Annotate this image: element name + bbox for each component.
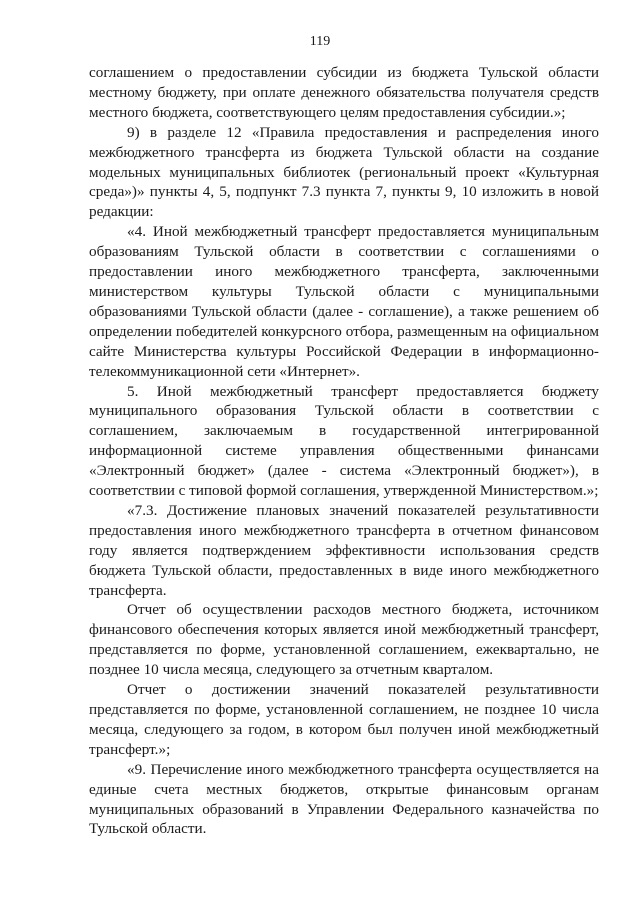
paragraph: Отчет о достижении значений показателей результативности представляется по форме, установленной соглашением, не позднее 10 числа месяца, следующего за годом, в котором был получен иной межбюджетный трансферт.»; — [89, 681, 599, 758]
paragraph: 9) в разделе 12 «Правила предоставления и распределения иного межбюджетного трансферта из бюджета Тульской области на создание модельных муниципальных библиотек (региональный проект «Культурная среда»)» пункты 4, 5, подпункт 7.3 пункта 7, пункты 9, 10 изложить в новой редакции: — [89, 123, 599, 221]
document-body — [89, 63, 599, 839]
paragraph: соглашением о предоставлении субсидии из бюджета Тульской области местному бюджету, при оплате денежного обязательства получателя средств местного бюджета, соответствующего целям предоставления субсидии.»; — [89, 64, 599, 121]
paragraph: Отчет об осуществлении расходов местного бюджета, источником финансового обеспечения которых является иной межбюджетный трансферт, представляется по форме, установленной соглашением, ежеквартально, не позднее 10 числа месяца, следующего за отчетным кварталом. — [89, 601, 599, 679]
page-number: 119 — [309, 34, 331, 49]
paragraph: «9. Перечисление иного межбюджетного трансферта осуществляется на единые счета местных бюджетов, открытые финансовым органам муниципальных образований в Управлении Федерального казначейства по Тульской области. — [89, 760, 599, 838]
paragraph: 5. Иной межбюджетный трансферт предоставляется бюджету муниципального образования Тульской области в соответствии с соглашением, заключаемым в государственной интегрированной информационной системе управления общественными финансами «Электронный бюджет» (далее - система «Электронный бюджет»), в соответствии с типовой формой соглашения, утвержденной Министерством.»; — [89, 382, 599, 500]
paragraph: «4. Иной межбюджетный трансферт предоставляется муниципальным образованиям Тульской области в соответствии с соглашениями о предоставлении иного межбюджетного трансферта, заключенными министерством культуры Тульской области с муниципальными образованиями Тульской области (далее - соглашение), а также решением об определении победителей конкурсного отбора, размещенным на официальном сайте Министерства культуры Российской Федерации в информационно-телекоммуникационной сети «Интернет». — [89, 223, 599, 380]
paragraph: «7.3. Достижение плановых значений показателей результативности предоставления иного межбюджетного трансферта в отчетном финансовом году является подтверждением эффективности использования средств бюджета Тульской области, предоставленных в виде иного межбюджетного трансферта. — [89, 501, 599, 599]
